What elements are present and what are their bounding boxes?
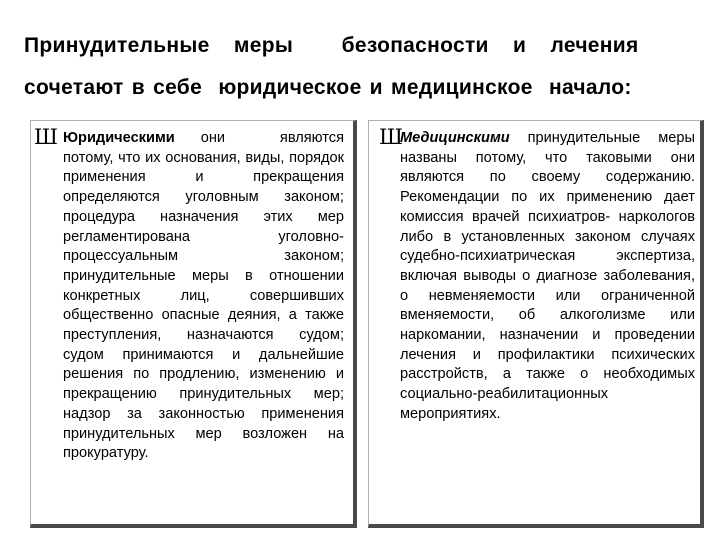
title-line-2: сочетают в себе юридическое и медицинское начало: <box>24 76 632 99</box>
legal-aspect-paragraph <box>63 129 344 464</box>
legal-aspect-text: они являются потому, что их основания, виды, порядок применения и прекращения определяются уголовным законом; процедура назначения этих мер регламентирована уголовно-процессуальным законом; принудительные меры в отношении конкретных лиц, совершивших общественно опасные деяния, а также преступления, назначаются судом; судом принимаются и дальнейшие решения по продлению, изменению и прекращению принудительных мер; надзор за законностью применения принудительных мер возложен на прокуратуру. <box>63 130 344 462</box>
title-line-1: Принудительные меры безопасности и лечения <box>24 34 639 57</box>
legal-aspect-lead: Юридическими <box>63 130 175 146</box>
bullet-icon: Ш <box>34 125 58 149</box>
medical-aspect-text: принудительные меры названы потому, что таковыми они являются по своему содержанию. Рекомендации по их применению дает комиссия врачей психиатров- наркологов либо в установленных законом случаях судебно-психиатрическая экспертиза, включая выводы о диагнозе заболевания, о невменяемости или ограниченной вменяемости, об алкоголизме или наркомании, назначении и проведении лечения и профилактики психических расстройств, а также о необходимых социально-реабилитационных мероприятиях. <box>400 130 695 422</box>
legal-aspect-box <box>30 120 357 528</box>
medical-aspect-box <box>368 120 704 528</box>
bullet-icon: Ш <box>379 125 403 149</box>
medical-aspect-paragraph <box>400 129 695 425</box>
medical-aspect-lead: Медицинскими <box>400 130 510 146</box>
